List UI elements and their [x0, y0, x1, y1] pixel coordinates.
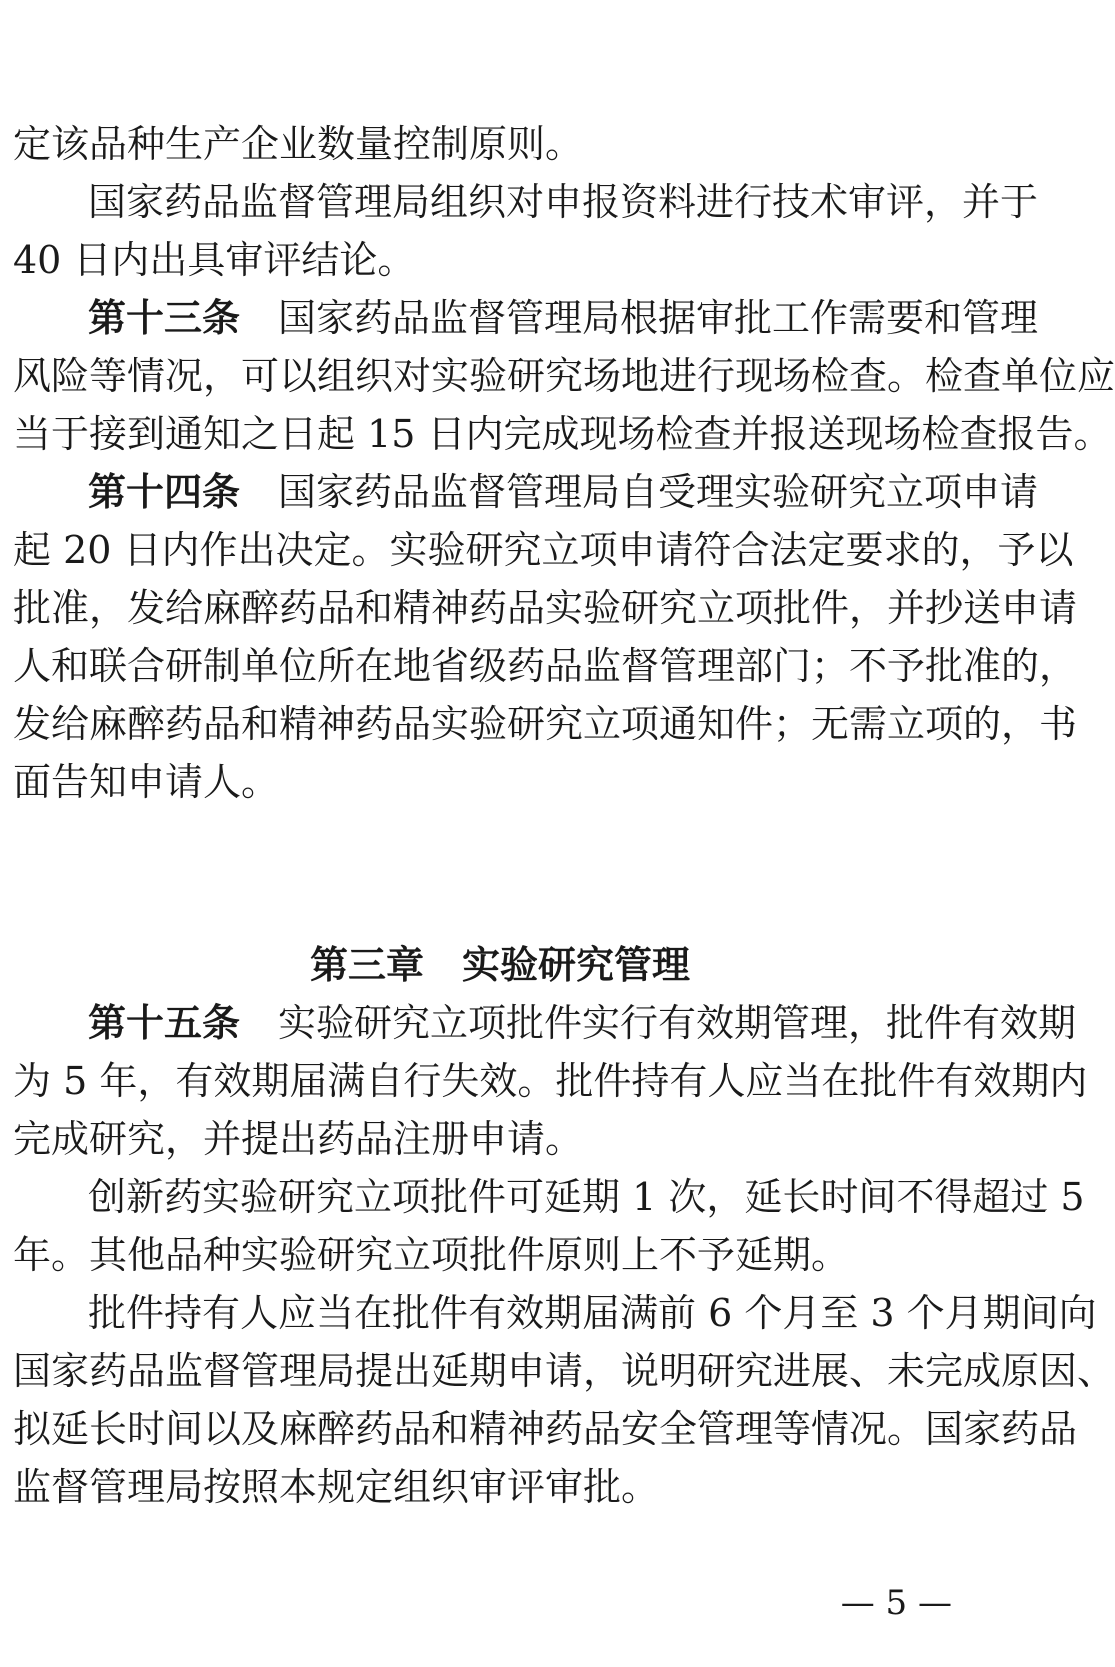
text-line: 批件持有人应当在批件有效期届满前 6 个月至 3 个月期间向 — [88, 1291, 1097, 1335]
article-15-heading: 第十五条 — [88, 1001, 241, 1045]
text-line: 拟延长时间以及麻醉药品和精神药品安全管理等情况。国家药品 — [13, 1407, 1078, 1451]
text-segment: 国家药品监督管理局自受理实验研究立项申请 — [278, 470, 1039, 514]
article-13-first-line — [88, 295, 1039, 341]
text-line: 定该品种生产企业数量控制原则。 — [13, 122, 584, 166]
text-line: 风险等情况，可以组织对实验研究场地进行现场检查。检查单位应 — [13, 354, 1115, 398]
chapter-title: 第三章 实验研究管理 — [309, 943, 690, 987]
text-line: 完成研究，并提出药品注册申请。 — [13, 1117, 584, 1161]
article-14-heading: 第十四条 — [88, 470, 241, 514]
text-line: 创新药实验研究立项批件可延期 1 次，延长时间不得超过 5 — [88, 1175, 1085, 1219]
text-line: 人和联合研制单位所在地省级药品监督管理部门；不予批准的， — [13, 644, 1078, 688]
text-line: 国家药品监督管理局组织对申报资料进行技术审评，并于 — [88, 180, 1039, 224]
text-line: 批准，发给麻醉药品和精神药品实验研究立项批件，并抄送申请 — [13, 586, 1078, 630]
page-number: — 5 — — [840, 1583, 952, 1623]
text-segment: 实验研究立项批件实行有效期管理，批件有效期 — [278, 1001, 1077, 1045]
text-line: 国家药品监督管理局提出延期申请，说明研究进展、未完成原因、 — [13, 1349, 1115, 1393]
text-line: 发给麻醉药品和精神药品实验研究立项通知件；无需立项的，书 — [13, 702, 1078, 746]
article-13-heading: 第十三条 — [88, 296, 241, 340]
text-line: 起 20 日内作出决定。实验研究立项申请符合法定要求的，予以 — [13, 528, 1074, 572]
text-line: 面告知申请人。 — [13, 760, 280, 804]
text-line: 40 日内出具审评结论。 — [13, 238, 416, 282]
article-15-first-line — [88, 1000, 1077, 1046]
text-line: 为 5 年，有效期届满自行失效。批件持有人应当在批件有效期内 — [13, 1059, 1088, 1103]
text-line: 当于接到通知之日起 15 日内完成现场检查并报送现场检查报告。 — [13, 412, 1112, 456]
article-14-first-line — [88, 469, 1039, 515]
text-segment: 国家药品监督管理局根据审批工作需要和管理 — [278, 296, 1039, 340]
text-line: 监督管理局按照本规定组织审评审批。 — [13, 1465, 660, 1509]
text-line: 年。其他品种实验研究立项批件原则上不予延期。 — [13, 1233, 850, 1277]
